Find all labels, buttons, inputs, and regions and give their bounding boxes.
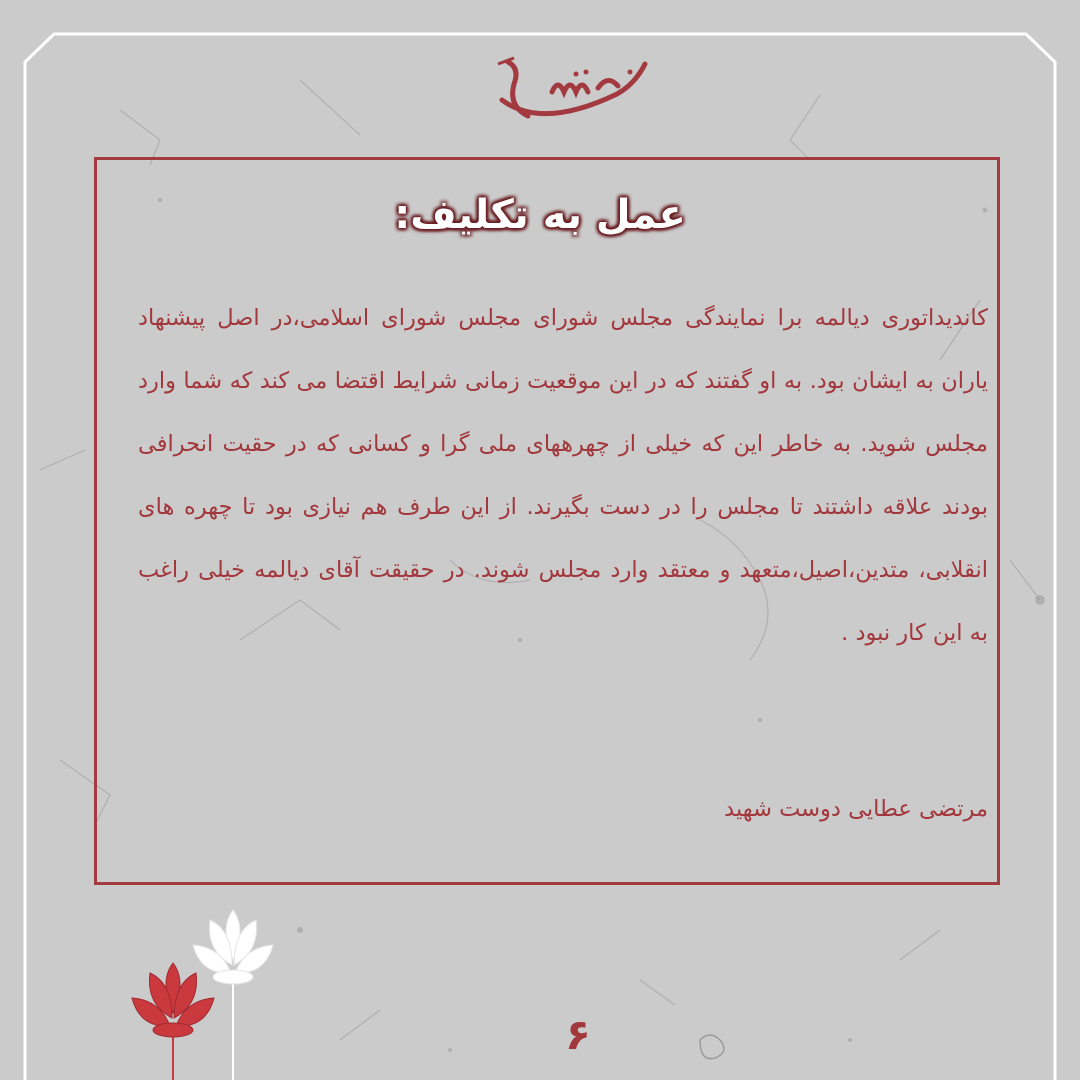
lotus-red-icon bbox=[128, 958, 218, 1080]
logo-calligraphy bbox=[490, 52, 660, 132]
body-paragraph: کاندیداتوری دیالمه برا نمایندگی مجلس شورای مجلس شورای اسلامی،در اصل پیشنهاد یاران به ایشان بود. به او گفتند که در این موقعیت زمانی شرایط اقتضا می کند که شما وارد مجلس شوید. به خاطر این که خیلی از چهرههای ملی گرا و کسانی که در حقیت انحرافی بودند علاقه داشتند تا مجلس را در دست بگیرند. از این طرف هم نیازی بود تا چهره های انقلابی، متدین،اصیل،متعهد و معتقد وارد مجلس شوند. در حقیقت آقای دیالمه خیلی راغب به این کار نبود . bbox=[138, 305, 988, 646]
signature: مرتضی عطایی دوست شهید bbox=[724, 796, 988, 822]
page-number: ۶ bbox=[565, 1010, 591, 1059]
card-title: عمل به تکلیف: bbox=[394, 192, 686, 238]
